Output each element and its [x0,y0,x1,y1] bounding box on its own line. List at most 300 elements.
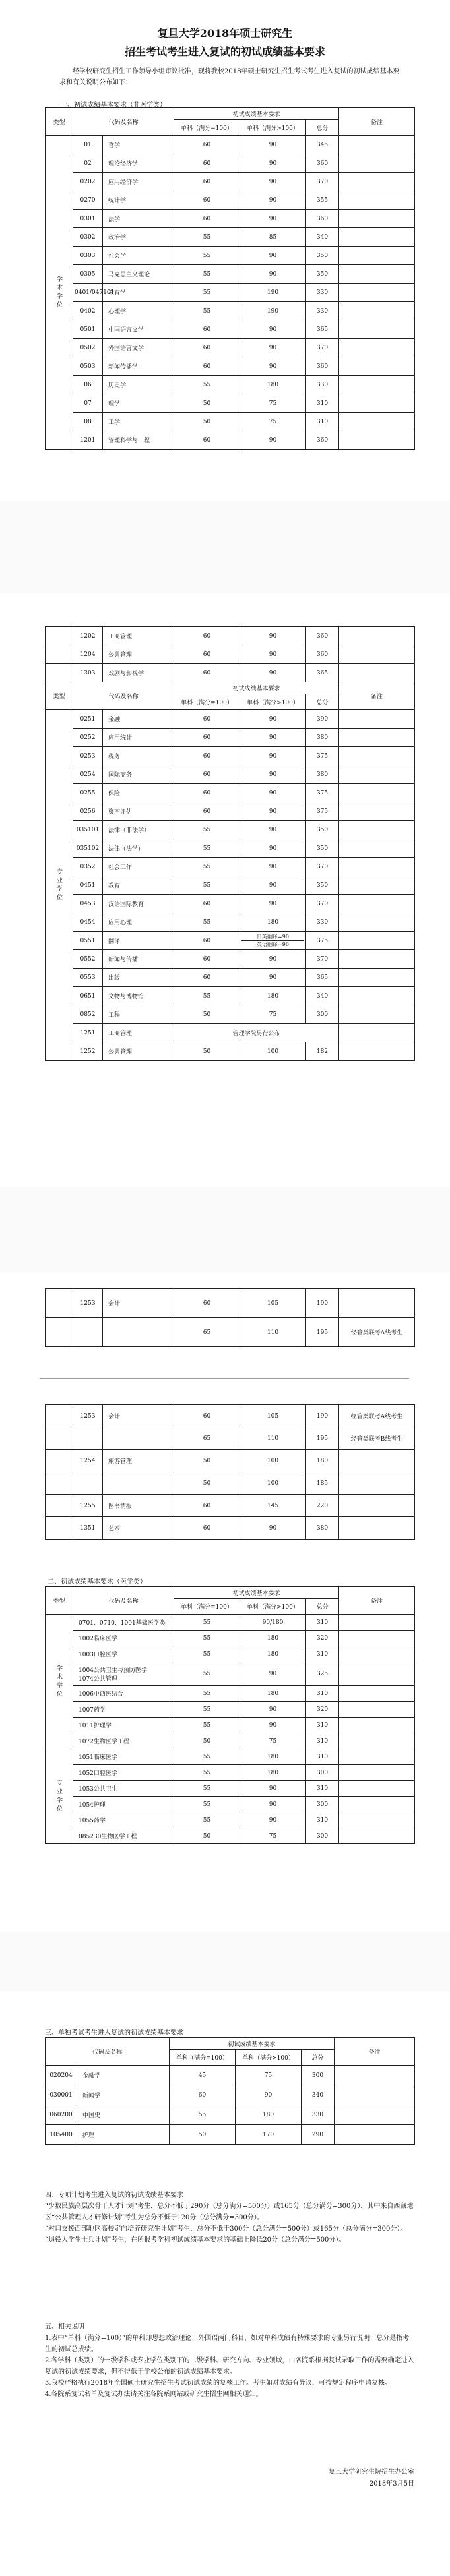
table-row [46,1631,415,1646]
row-single2-score: 90 [240,664,306,682]
header-single: 单科（满分=100） [174,694,240,710]
row-name: 马克思主义理论 [103,265,174,284]
row-single2-score: 190 [240,302,306,320]
row-single2-score: 90 [240,210,306,228]
row-code: 1351 [73,1517,103,1540]
header-code-name: 代码及名称 [46,2038,170,2066]
row-single2-score: 90 [240,1702,306,1718]
row-name: 政治学 [103,228,174,247]
row-single-score: 60 [174,1405,240,1427]
row-single-score: 55 [174,1718,240,1733]
row-total-score: 300 [306,1765,339,1781]
row-single-score: 55 [170,2105,236,2125]
row-name: 教育学 [103,284,174,302]
row-type-blank [46,1495,73,1517]
row-code: 1253 [73,1289,103,1318]
table-row [46,2105,415,2125]
row-total-score: 320 [306,1631,339,1646]
row-note [339,1828,415,1844]
row-note [339,839,415,858]
row-single-score: 60 [174,1517,240,1540]
header-basic: 初试成绩基本要求 [170,2038,335,2050]
row-type-label: 学术学位 [46,136,73,450]
row-single-score: 50 [174,1828,240,1844]
row-name [103,1427,174,1450]
row-name [73,1615,174,1631]
row-code: 1254 [73,1450,103,1472]
table-row [46,376,415,394]
row-single-score: 60 [174,729,240,747]
row-note [339,394,415,413]
row-single-score: 60 [174,320,240,339]
row-single2-score: 90 [236,2085,302,2105]
table-row [46,1812,415,1828]
row-name: 戏剧与影视学 [103,664,174,682]
row-single2-score: 90 [240,821,306,839]
row-note [339,1450,415,1472]
row-single2-score: 100 [240,1450,306,1472]
page-gap [0,1932,450,1991]
row-single2-sub: 英语翻译=90 [241,940,304,948]
row-code: 0302 [73,228,103,247]
row-total-score: 345 [306,136,339,154]
row-single-score: 60 [174,210,240,228]
row-name: 税务 [103,747,174,765]
row-single-score: 60 [170,2085,236,2105]
row-name: 理学 [103,394,174,413]
table-row [46,710,415,729]
row-name: 历史学 [103,376,174,394]
row-total-score: 350 [306,876,339,895]
row-code: 1255 [73,1495,103,1517]
row-total-score: 190 [306,1289,339,1318]
row-code: 105400 [46,2125,77,2145]
header-note: 备注 [339,108,415,136]
table-row [46,895,415,913]
row-note [339,247,415,265]
row-total-score: 300 [306,1797,339,1812]
header-total: 总分 [306,120,339,136]
row-note [339,210,415,228]
row-single-score: 60 [174,1289,240,1318]
row-name-line: 1052口腔医学 [79,1770,117,1777]
row-type-blank [46,664,73,682]
row-total-score: 350 [306,839,339,858]
row-name: 中国语言文学 [103,320,174,339]
row-code: 0270 [73,191,103,210]
row-code: 1251 [73,1024,103,1042]
row-type-blank [46,1405,73,1427]
table-row [46,1646,415,1662]
row-single-score: 60 [174,339,240,357]
row-note [339,1781,415,1797]
row-total-score: 380 [306,729,339,747]
table-row [46,284,415,302]
row-single2-score: 75 [240,413,306,431]
row-single2-score: 90 [240,802,306,821]
table-row [46,339,415,357]
header-single2: 单科（满分>100） [240,694,306,710]
row-type-blank [46,1289,73,1318]
table-single-exam [45,2037,415,2145]
row-note [335,2066,415,2085]
row-type-blank [46,1517,73,1540]
row-name [73,1702,174,1718]
row-name [73,1646,174,1662]
page-gap [0,501,450,593]
table-row [46,932,415,950]
row-total-score: 360 [306,357,339,376]
row-single-score: 55 [174,1812,240,1828]
row-note [339,357,415,376]
row-note [339,1662,415,1686]
row-total-score: 180 [306,1450,339,1472]
row-single2-score: 180 [240,1749,306,1765]
row-single2-score: 90 [240,265,306,284]
row-name-line: 1053公共卫生 [79,1786,117,1793]
table-row [46,1405,415,1427]
row-single2-score: 90 [240,710,306,729]
table-row [46,1450,415,1472]
table-row [46,1517,415,1540]
table-row [46,1797,415,1812]
row-total-score: 310 [306,1718,339,1733]
row-single2-score: 180 [240,376,306,394]
header-total: 总分 [306,1599,339,1615]
row-name: 外国语言文学 [103,339,174,357]
row-single-score: 55 [174,284,240,302]
table-medical [45,1586,415,1844]
row-code: 0253 [73,747,103,765]
table-row [46,265,415,284]
table-row [46,247,415,265]
row-single2-score: 170 [236,2125,302,2145]
row-total-score: 350 [306,821,339,839]
row-name [73,1781,174,1797]
table-nonmedical-academic [45,107,415,450]
row-single-score: 55 [174,876,240,895]
row-single2-score: 75 [240,394,306,413]
table-row [46,2125,415,2145]
row-note [339,173,415,191]
row-name-line: 1074公共管理 [79,1675,117,1683]
row-total-score: 300 [302,2066,335,2085]
section-4-item: “少数民族高层次骨干人才计划”考生，总分不低于290分（总分满分=500分）或165分（总分满分=300分），其中来自西藏地区“公共管理人才研修计划”考生为总分不低于120分（总分满分=300分）。 [45,2203,414,2221]
table-row [46,2066,415,2085]
row-single-score: 55 [174,821,240,839]
footer-org: 复旦大学研究生院招生办公室 [329,2469,414,2476]
table-row [46,1749,415,1765]
table-row [46,1828,415,1844]
section-4-list [45,2201,414,2246]
row-total-score: 300 [306,1828,339,1844]
table-row [46,1662,415,1686]
row-note [339,895,415,913]
row-name: 新闻学 [77,2085,170,2105]
row-code: 0454 [73,913,103,932]
table-row [46,747,415,765]
row-single2-score: 105 [240,1289,306,1318]
row-total-score: 330 [306,302,339,320]
row-single2-score: 90 [240,357,306,376]
row-name-line: 1051临床医学 [79,1754,117,1761]
row-note [339,821,415,839]
section-1-heading: 一、初试成绩基本要求（非医学类） [61,102,166,109]
row-single-score: 60 [174,664,240,682]
page-gap [0,1187,450,1273]
row-name: 理论经济学 [103,154,174,173]
row-name [73,1749,174,1765]
table-row [46,173,415,191]
row-single-score: 60 [174,645,240,664]
table-row [46,858,415,876]
row-name: 汉语国际教育 [103,895,174,913]
row-single2-score: 90 [240,431,306,450]
row-single-score: 60 [174,1495,240,1517]
table-row [46,228,415,247]
row-note [339,969,415,987]
row-code: 0252 [73,729,103,747]
row-note: 经管类联考B线考生 [339,1427,415,1450]
row-type-label: 专业学位 [46,710,73,1061]
row-code: 0255 [73,784,103,802]
row-name: 应用统计 [103,729,174,747]
row-note [339,987,415,1005]
row-single2-score: 105 [240,1405,306,1427]
row-note [339,1289,415,1318]
row-code: 020204 [46,2066,77,2085]
row-single-score: 60 [174,357,240,376]
header-basic: 初试成绩基本要求 [174,682,339,694]
table-row [46,1718,415,1733]
row-note [339,710,415,729]
row-note [339,1024,415,1042]
table-row [46,1733,415,1749]
table-row [46,394,415,413]
row-total-score: 190 [306,1405,339,1427]
header-single2: 单科（满分>100） [240,120,306,136]
page-1 [0,0,450,501]
table-row [46,1427,415,1450]
row-single-score: 60 [174,969,240,987]
row-single2-score: 90 [240,950,306,969]
row-code: 0552 [73,950,103,969]
row-name [103,1472,174,1495]
row-name: 法学 [103,210,174,228]
row-total-score: 365 [306,664,339,682]
row-total-score: 310 [306,1733,339,1749]
table-row [46,210,415,228]
row-single-score: 60 [174,895,240,913]
row-name: 新闻传播学 [103,357,174,376]
table-row [46,1781,415,1797]
row-note [335,2105,415,2125]
row-single2-score: 190 [240,284,306,302]
row-total-score: 185 [306,1472,339,1495]
row-total-score: 375 [306,784,339,802]
row-single2-score: 90 [240,154,306,173]
row-note [339,627,415,645]
row-single2-score: 90 [240,747,306,765]
title-line-1: 复旦大学2018年硕士研究生 [157,27,293,40]
table-row [46,1702,415,1718]
table-row [46,1042,415,1061]
page-2 [0,593,450,1187]
row-name: 资产评估 [103,802,174,821]
row-total-score: 360 [306,645,339,664]
row-single2-score: 90 [240,320,306,339]
row-single-score: 45 [170,2066,236,2085]
row-name: 应用经济学 [103,173,174,191]
row-single-score: 55 [174,1765,240,1781]
row-single-score: 60 [174,710,240,729]
row-type-blank [46,645,73,664]
table-professional [45,626,415,1061]
row-note [335,2125,415,2145]
row-single-score: 55 [174,987,240,1005]
row-note [339,664,415,682]
row-note [339,413,415,431]
header-note: 备注 [339,1587,415,1615]
row-name: 工商管理 [103,1024,174,1042]
table-row [46,154,415,173]
header-code-name: 代码及名称 [73,108,174,136]
row-name: 金融 [103,710,174,729]
row-single-score: 55 [174,228,240,247]
row-code: 1253 [73,1405,103,1427]
intro-paragraph: 经学校研究生招生工作领导小组审议批准，现将我校2018年硕士研究生招生考试考生进入复试的初试成绩基本要求和有关说明公布如下： [59,68,400,86]
row-code: 0301 [73,210,103,228]
row-note [339,1631,415,1646]
row-total-score: 290 [302,2125,335,2145]
table-row [46,876,415,895]
row-total-score: 360 [306,627,339,645]
row-note [339,876,415,895]
row-single-score: 50 [174,413,240,431]
header-single2: 单科（满分>100） [240,1599,306,1615]
row-single2-score: 90 [240,1718,306,1733]
table-row [46,765,415,784]
table-row [46,1318,415,1347]
row-name: 社会工作 [103,858,174,876]
row-note [339,729,415,747]
row-single-score: 60 [174,765,240,784]
row-single-score: 50 [174,1450,240,1472]
row-note [339,1495,415,1517]
row-code: 0305 [73,265,103,284]
header-type: 类型 [46,108,73,136]
row-total-score: 340 [306,228,339,247]
row-total-score: 380 [306,765,339,784]
table-row [46,784,415,802]
row-single2-score: 100 [240,1472,306,1495]
row-single2-score: 180 [240,1765,306,1781]
row-name-line: 1054护理 [79,1802,106,1809]
table-accounting-continued [45,1288,415,1347]
row-total-score: 320 [306,1702,339,1718]
row-total-score: 350 [306,247,339,265]
section-4-item: “对口支援西部地区高校定向培养研究生计划”考生，总分不低于300分（总分满分=500分）或165分（总分满分=300分）。 [45,2225,407,2232]
row-note [339,431,415,450]
row-single2-score: 75 [240,1005,306,1024]
row-note [339,1646,415,1662]
row-note: 经管类联考A线考生 [339,1318,415,1347]
row-total-score: 310 [306,1812,339,1828]
row-single2-score: 90 [240,969,306,987]
table-row [46,1495,415,1517]
row-single-score: 60 [174,191,240,210]
section-5-item: 4.各院系复试名单及复试办法请关注各院系网站或研究生招生网相关通知。 [45,2391,263,2398]
header-single: 单科（满分=100） [174,1599,240,1615]
row-code: 0352 [73,858,103,876]
section-5-heading: 五、相关说明 [45,2323,84,2331]
row-single-score: 55 [174,1631,240,1646]
row-name [73,1797,174,1812]
row-code: 0453 [73,895,103,913]
row-note [339,265,415,284]
table-row [46,320,415,339]
row-total-score: 355 [306,191,339,210]
row-single-score: 50 [174,1042,240,1061]
row-name-line: 1055药学 [79,1818,106,1824]
row-single2-score: 110 [240,1318,306,1347]
row-note [339,932,415,950]
row-single-score: 55 [174,858,240,876]
row-name: 应用心理 [103,913,174,932]
row-single2-score: 85 [240,228,306,247]
row-code [73,1427,103,1450]
row-note [339,1733,415,1749]
row-single2-score: 90 [240,136,306,154]
row-single2-score: 110 [240,1427,306,1450]
table-row [46,191,415,210]
row-total-score: 340 [302,2085,335,2105]
row-note [339,191,415,210]
row-note [339,284,415,302]
row-single2-score: 90/180 [240,1615,306,1631]
row-name: 社会学 [103,247,174,265]
row-code: 01 [73,136,103,154]
header-total: 总分 [302,2050,335,2066]
section-2-heading: 二、初试成绩基本要求（医学类） [48,1578,146,1586]
row-code: 06 [73,376,103,394]
row-single-score: 50 [174,1472,240,1495]
row-code: 0451 [73,876,103,895]
row-total-score: 325 [306,1662,339,1686]
row-single-score: 55 [174,839,240,858]
row-single2-score: 90 [240,173,306,191]
row-name [73,1662,174,1686]
row-note [339,1749,415,1765]
row-code: 1204 [73,645,103,664]
row-code: 0256 [73,802,103,821]
row-code: 1202 [73,627,103,645]
row-total-score: 350 [306,265,339,284]
row-note [339,858,415,876]
table-row [46,913,415,932]
row-total-score: 310 [306,1686,339,1702]
row-total-score: 310 [306,1781,339,1797]
row-name: 新闻与传播 [103,950,174,969]
row-type-label: 专业学位 [46,1749,73,1844]
table-row [46,645,415,664]
row-code: 060200 [46,2105,77,2125]
table-row [46,413,415,431]
row-name-line: 1003口腔医学 [79,1652,117,1658]
row-name-line: 1007药学 [79,1707,106,1714]
row-note [339,1005,415,1024]
row-name-line: 0701、0710、1001基础医学类 [79,1620,166,1627]
